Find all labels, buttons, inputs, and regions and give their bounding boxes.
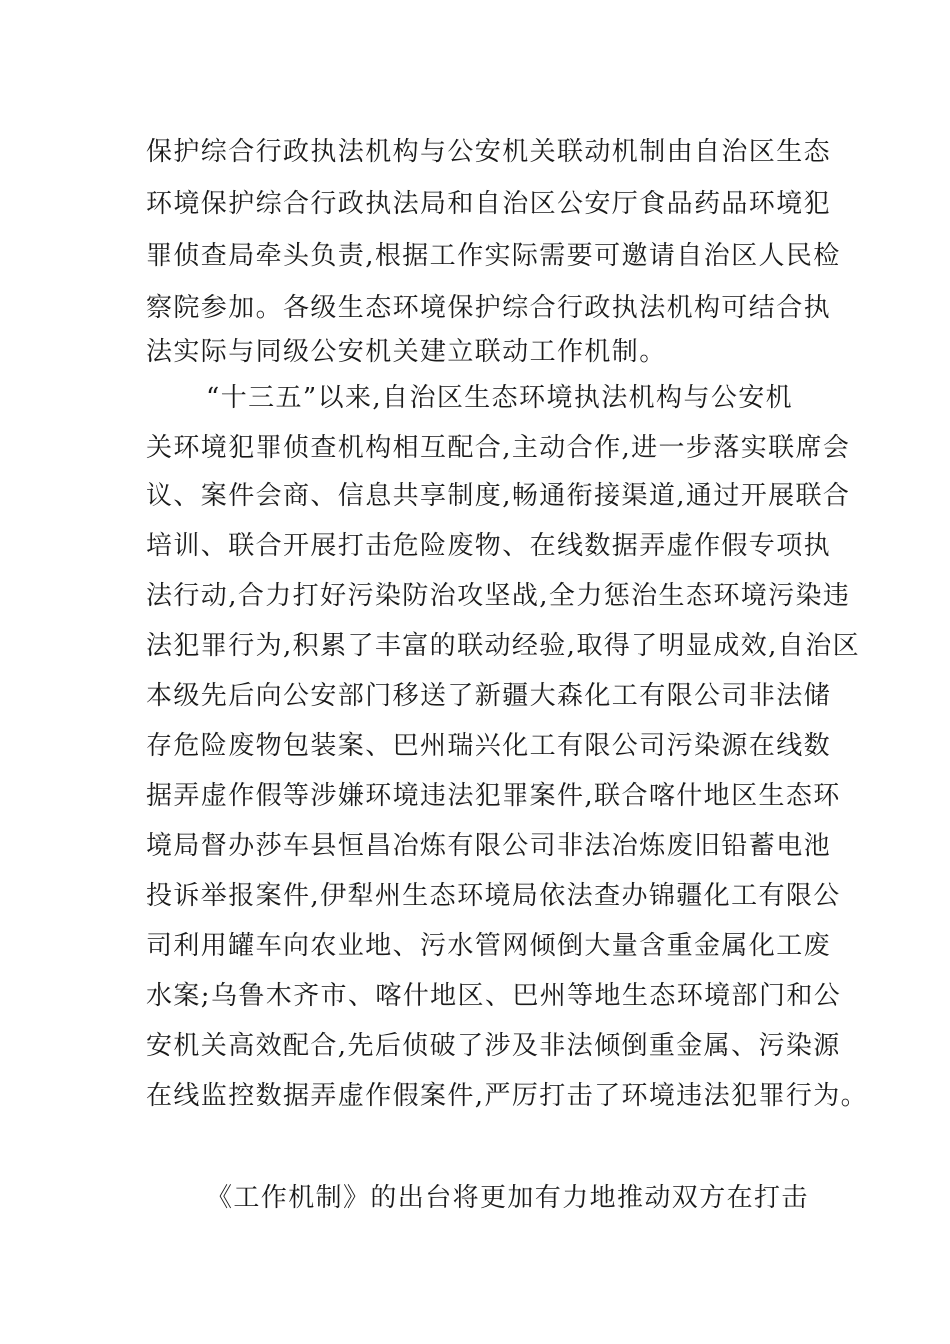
paragraph-1-line-2: 环境保护综合行政执法局和自治区公安厅食品药品环境犯 xyxy=(146,189,832,219)
paragraph-1-line-4: 察院参加。各级生态环境保护综合行政执法机构可结合执 xyxy=(146,293,832,323)
paragraph-3-line-1: 《工作机制》的出台将更加有力地推动双方在打击 xyxy=(206,1183,809,1213)
paragraph-2-line-8: 存危险废物包装案、巴州瑞兴化工有限公司污染源在线数 xyxy=(146,731,832,761)
paragraph-2-line-7: 本级先后向公安部门移送了新疆大森化工有限公司非法储 xyxy=(146,681,832,711)
paragraph-2-line-12: 司利用罐车向农业地、污水管网倾倒大量含重金属化工废 xyxy=(146,931,832,961)
paragraph-2-line-9: 据弄虚作假等涉嫌环境违法犯罪案件,联合喀什地区生态环 xyxy=(146,781,841,811)
paragraph-1-line-3: 罪侦查局牵头负责,根据工作实际需要可邀请自治区人民检 xyxy=(146,241,841,271)
paragraph-2-line-4: 培训、联合开展打击危险废物、在线数据弄虚作假专项执 xyxy=(146,531,832,561)
paragraph-2-line-2: 关环境犯罪侦查机构相互配合,主动合作,进一步落实联席会 xyxy=(146,433,851,463)
paragraph-2-line-14: 安机关高效配合,先后侦破了涉及非法倾倒重金属、污染源 xyxy=(146,1031,841,1061)
paragraph-1-line-5: 法实际与同级公安机关建立联动工作机制。 xyxy=(146,337,667,367)
paragraph-2-line-15: 在线监控数据弄虚作假案件,严厉打击了环境违法犯罪行为。 xyxy=(146,1081,869,1111)
paragraph-1-line-1: 保护综合行政执法机构与公安机关联动机制由自治区生态 xyxy=(146,137,832,167)
paragraph-2-line-1: “十三五”以来,自治区生态环境执法机构与公安机 xyxy=(206,383,794,413)
paragraph-2-line-5: 法行动,合力打好污染防治攻坚战,全力惩治生态环境污染违 xyxy=(146,581,851,611)
paragraph-2-line-3: 议、案件会商、信息共享制度,畅通衔接渠道,通过开展联合 xyxy=(146,481,851,511)
paragraph-2-line-6: 法犯罪行为,积累了丰富的联动经验,取得了明显成效,自治区 xyxy=(146,631,860,661)
paragraph-2-line-13: 水案;乌鲁木齐市、喀什地区、巴州等地生态环境部门和公 xyxy=(146,981,842,1011)
paragraph-2-line-10: 境局督办莎车县恒昌冶炼有限公司非法冶炼废旧铅蓄电池 xyxy=(146,831,832,861)
paragraph-2-line-11: 投诉举报案件,伊犁州生态环境局依法查办锦疆化工有限公 xyxy=(146,881,841,911)
